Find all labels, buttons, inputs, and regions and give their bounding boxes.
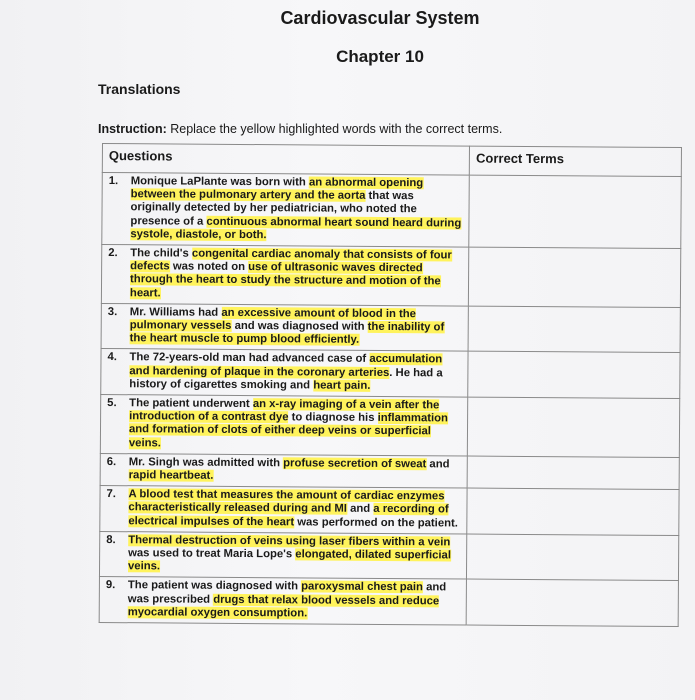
question-text-segment: and: [426, 458, 450, 471]
highlighted-term: a recording of electrical impulses of the heart: [128, 503, 449, 529]
question-text-segment: and: [346, 503, 374, 516]
highlighted-term: congenital cardiac anomaly that consists of four defects: [130, 247, 452, 273]
highlighted-term: an x-ray imaging of a vein after the introduction of a contrast dye: [129, 398, 440, 424]
question-content: [107, 397, 462, 452]
correct-term-answer-cell[interactable]: [467, 397, 679, 457]
question-number: 5.: [107, 397, 117, 410]
question-number: 7.: [106, 488, 117, 501]
highlighted-term: heart pain.: [313, 379, 371, 392]
question-content: [108, 175, 463, 243]
question-text-segment: that was originally detected by her pediatrician, who noted the presence of a: [130, 190, 417, 228]
question-number: 8.: [106, 533, 116, 546]
question-cell: [100, 395, 468, 456]
table-row: [101, 245, 680, 308]
questions-table: [99, 143, 682, 627]
question-text-segment: to diagnose his: [288, 411, 378, 425]
question-number: 9.: [105, 579, 116, 592]
question-text: [130, 247, 463, 302]
question-text-segment: was performed on the patient.: [294, 516, 458, 530]
section-heading: Translations: [98, 81, 181, 97]
question-text-segment: The 72-years-old man had advanced case of: [129, 351, 370, 366]
question-number: 2.: [108, 247, 118, 260]
instruction-label: Instruction:: [98, 122, 167, 136]
question-number: 6.: [106, 455, 117, 468]
correct-term-answer-cell[interactable]: [469, 247, 681, 307]
question-text: [130, 306, 462, 348]
question-cell: [101, 303, 468, 351]
table-row: [101, 349, 680, 399]
question-cell: [100, 486, 467, 534]
question-text: [130, 175, 463, 243]
question-number: 4.: [107, 351, 117, 364]
question-text: [128, 488, 460, 530]
question-text-segment: Mr. Singh was admitted with: [128, 456, 284, 470]
question-text-segment: Mr. Williams had: [129, 306, 222, 319]
question-text: [129, 352, 461, 394]
question-cell: [101, 349, 468, 397]
question-content: [106, 534, 460, 576]
highlighted-term: accumulation and hardening of plaque in the coronary arteries: [129, 353, 443, 379]
question-text: [128, 580, 460, 622]
table-row: [100, 486, 679, 536]
highlighted-term: an abnormal opening between the pulmonary artery and the aorta: [130, 176, 424, 203]
table-header-row: [102, 144, 681, 177]
question-cell: [99, 577, 466, 625]
question-cell: [99, 531, 466, 579]
highlighted-term: drugs that relax blood vessels and reduce myocardial oxygen consumption.: [127, 593, 440, 620]
highlighted-term: rapid heartbeat.: [128, 469, 214, 482]
table-row: [99, 531, 678, 581]
chapter-title: Chapter 10: [336, 47, 424, 66]
table-row: [102, 173, 681, 249]
highlighted-term: use of ultrasonic waves directed through the heart to study the structure and motion of the heart.: [129, 261, 441, 300]
highlighted-term: profuse secretion of sweat: [283, 457, 427, 471]
question-text-segment: The patient underwent: [129, 397, 253, 411]
question-content: [107, 456, 461, 485]
question-text: [129, 456, 461, 485]
question-text-segment: was used to treat Maria Lope's: [128, 547, 296, 561]
correct-term-answer-cell[interactable]: [467, 488, 679, 535]
question-content: [106, 580, 460, 622]
question-cell: [100, 453, 467, 488]
highlighted-term: the inability of the heart muscle to pump blood efficiently.: [129, 320, 445, 347]
highlighted-term: inflammation and formation of clots of either deep veins or superficial veins.: [128, 412, 448, 450]
question-text-segment: and was prescribed: [127, 581, 447, 606]
question-content: [108, 306, 462, 348]
table-row: [100, 453, 679, 489]
page-title: Cardiovascular System: [280, 8, 480, 28]
highlighted-term: A blood test that measures the amount of cardiac enzymes characteristically released during and MI: [128, 488, 445, 516]
table-row: [99, 577, 678, 627]
question-text-segment: and was diagnosed with: [231, 319, 368, 333]
question-content: [107, 351, 461, 393]
correct-term-answer-cell[interactable]: [467, 534, 679, 581]
correct-term-answer-cell[interactable]: [469, 175, 681, 248]
highlighted-term: continuous abnormal heart sound heard during systole, diastole, or both.: [130, 215, 462, 241]
highlighted-term: Thermal destruction of veins using laser fibers within a vein: [128, 534, 451, 549]
question-text-segment: The patient was diagnosed with: [127, 579, 302, 593]
correct-term-answer-cell[interactable]: [468, 351, 680, 398]
questions-column-header: Questions: [102, 144, 469, 176]
correct-term-answer-cell[interactable]: [468, 306, 680, 353]
question-cell: [101, 245, 469, 306]
instruction-body: Replace the yellow highlighted words with the correct terms.: [166, 122, 503, 136]
question-text: [128, 534, 460, 576]
question-content: [108, 247, 463, 302]
question-text-segment: The child's: [130, 247, 192, 260]
question-number: 3.: [107, 305, 118, 318]
question-text-segment: Monique LaPlante was born with: [130, 175, 310, 189]
instruction-text: [98, 122, 502, 136]
question-text: [129, 397, 462, 452]
question-content: [106, 488, 460, 530]
correct-term-answer-cell[interactable]: [467, 456, 679, 490]
table-body: [99, 173, 681, 627]
correct-terms-column-header: Correct Terms: [469, 146, 681, 176]
question-cell: [102, 173, 470, 248]
table-row: [101, 303, 680, 353]
highlighted-term: elongated, dilated superficial veins.: [128, 548, 452, 573]
highlighted-term: paroxysmal chest pain: [301, 580, 424, 594]
table-row: [100, 395, 679, 458]
question-number: 1.: [108, 175, 119, 188]
question-text-segment: . He had a history of cigarettes smoking and: [129, 366, 443, 392]
question-text-segment: was noted on: [169, 260, 249, 274]
highlighted-term: an excessive amount of blood in the pulmonary vessels: [129, 306, 417, 332]
correct-term-answer-cell[interactable]: [466, 580, 678, 627]
